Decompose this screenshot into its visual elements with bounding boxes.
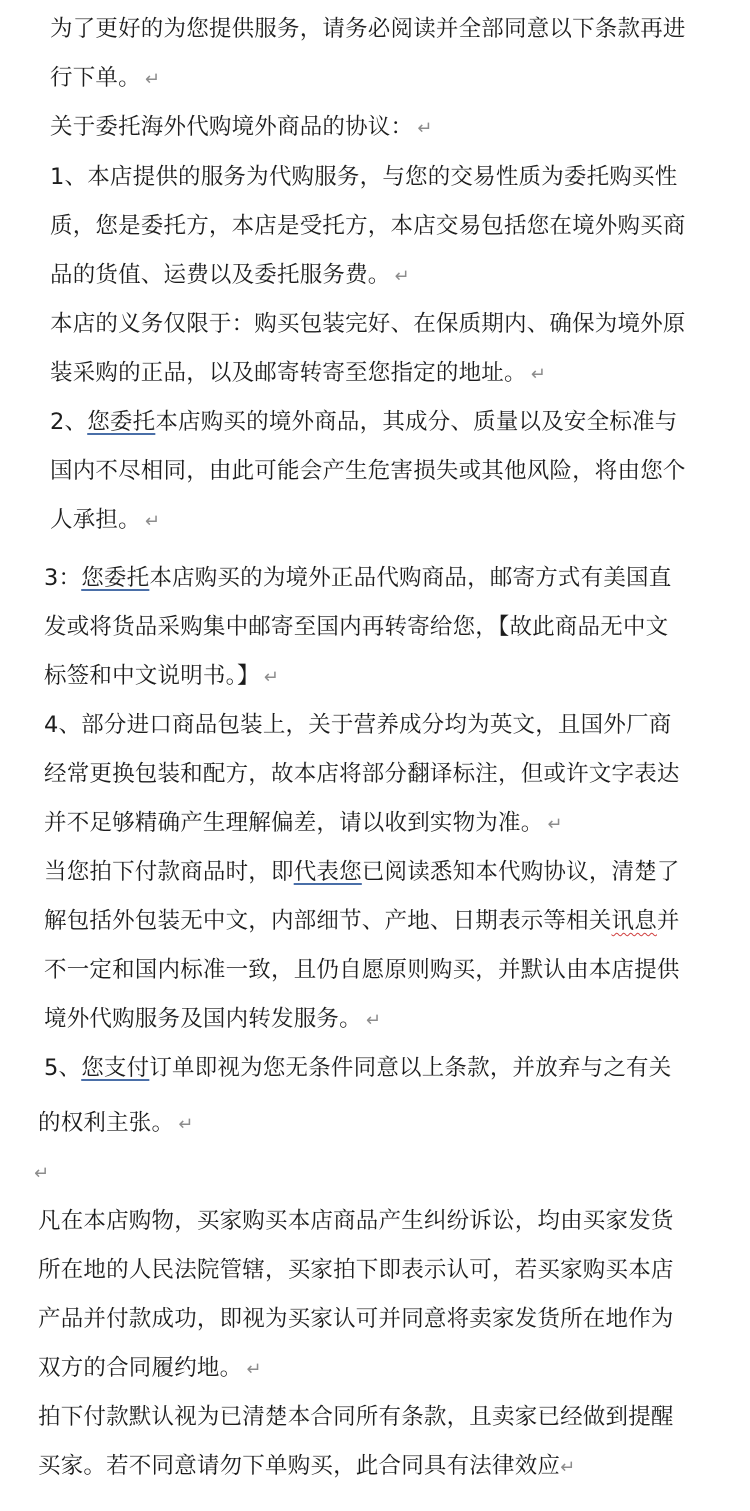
paragraph-mark-icon: ↵: [34, 1163, 50, 1184]
clause-5-line-1: 5、您支付订单即视为您无条件同意以上条款，并放弃与之有关: [44, 1055, 672, 1081]
paragraph-mark-icon: ↵: [246, 1359, 262, 1380]
clause-1-line-3: 品的货值、运费以及委托服务费。 ↵: [50, 262, 410, 288]
underlined-phrase: 您委托: [87, 409, 156, 435]
clause-1-line-2: 质，您是委托方，本店是受托方，本店交易包括您在境外购买商: [50, 213, 686, 239]
clause-2-line-3: 人承担。 ↵: [50, 507, 161, 533]
jurisdiction-line-2: 所在地的人民法院管辖，买家拍下即表示认可，若买家购买本店: [38, 1257, 674, 1283]
spellcheck-flag: 讯息: [611, 908, 657, 934]
final-line-2: 买家。若不同意请勿下单购买，此合同具有法律效应↵: [38, 1453, 576, 1479]
agreement-heading: 关于委托海外代购境外商品的协议： ↵: [50, 114, 433, 140]
paragraph-mark-icon: ↵: [144, 69, 161, 90]
clause-2-line-1: 2、您委托本店购买的境外商品，其成分、质量以及安全标准与: [50, 409, 678, 435]
final-line-1: 拍下付款默认视为已清楚本合同所有条款，且卖家已经做到提醒: [38, 1404, 674, 1430]
consent-line-2: 解包括外包装无中文，内部细节、产地、日期表示等相关讯息并: [44, 908, 680, 934]
underlined-phrase: 您委托: [81, 565, 150, 591]
paragraph-mark-icon: ↵: [530, 364, 546, 385]
clause-3-line-2: 发或将货品采购集中邮寄至国内再转寄给您，【故此商品无中文: [44, 614, 669, 640]
consent-line-1: 当您拍下付款商品时，即代表您已阅读悉知本代购协议，清楚了: [44, 859, 680, 885]
clause-4-line-2: 经常更换包装和配方，故本店将部分翻译标注，但或许文字表达: [44, 761, 680, 787]
underlined-phrase: 代表您: [293, 859, 362, 885]
clause-3-line-1: 3：您委托本店购买的为境外正品代购商品，邮寄方式有美国直: [44, 565, 672, 591]
intro-line-1: 为了更好的为您提供服务，请务必阅读并全部同意以下条款再进: [50, 16, 686, 42]
jurisdiction-line-4: 双方的合同履约地。 ↵: [38, 1355, 262, 1381]
clause-5-line-2: 的权利主张。 ↵: [38, 1110, 194, 1136]
paragraph-mark-icon: ↵: [365, 1010, 382, 1031]
paragraph-mark-icon: ↵: [417, 118, 433, 139]
clause-3-line-3: 标签和中文说明书。】 ↵: [44, 663, 280, 689]
obligation-line-2: 装采购的正品，以及邮寄转寄至您指定的地址。 ↵: [50, 360, 546, 386]
paragraph-mark-icon: ↵: [547, 814, 563, 835]
clause-1-line-1: 1、本店提供的服务为代购服务，与您的交易性质为委托购买性: [50, 164, 678, 190]
paragraph-mark-icon: ↵: [144, 511, 161, 532]
jurisdiction-line-3: 产品并付款成功，即视为买家认可并同意将卖家发货所在地作为: [38, 1306, 674, 1332]
paragraph-mark-icon: ↵: [394, 266, 410, 287]
clause-4-line-3: 并不足够精确产生理解偏差，请以收到实物为准。 ↵: [44, 810, 563, 836]
paragraph-mark-icon: ↵: [178, 1114, 194, 1135]
consent-line-3: 不一定和国内标准一致，且仍自愿原则购买，并默认由本店提供: [44, 957, 680, 983]
clause-2-line-2: 国内不尽相同，由此可能会产生危害损失或其他风险，将由您个: [50, 458, 686, 484]
empty-paragraph: [34, 1157, 49, 1189]
consent-line-4: 境外代购服务及国内转发服务。 ↵: [44, 1006, 382, 1032]
intro-line-2: 行下单。 ↵: [50, 65, 161, 91]
paragraph-mark-icon: ↵: [560, 1457, 576, 1478]
underlined-phrase: 您支付: [81, 1055, 150, 1081]
clause-4-line-1: 4、部分进口商品包装上，关于营养成分均为英文，且国外厂商: [44, 712, 672, 738]
jurisdiction-line-1: 凡在本店购物，买家购买本店商品产生纠纷诉讼，均由买家发货: [38, 1208, 674, 1234]
paragraph-mark-icon: ↵: [263, 667, 280, 688]
obligation-line-1: 本店的义务仅限于：购买包装完好、在保质期内、确保为境外原: [50, 311, 686, 337]
